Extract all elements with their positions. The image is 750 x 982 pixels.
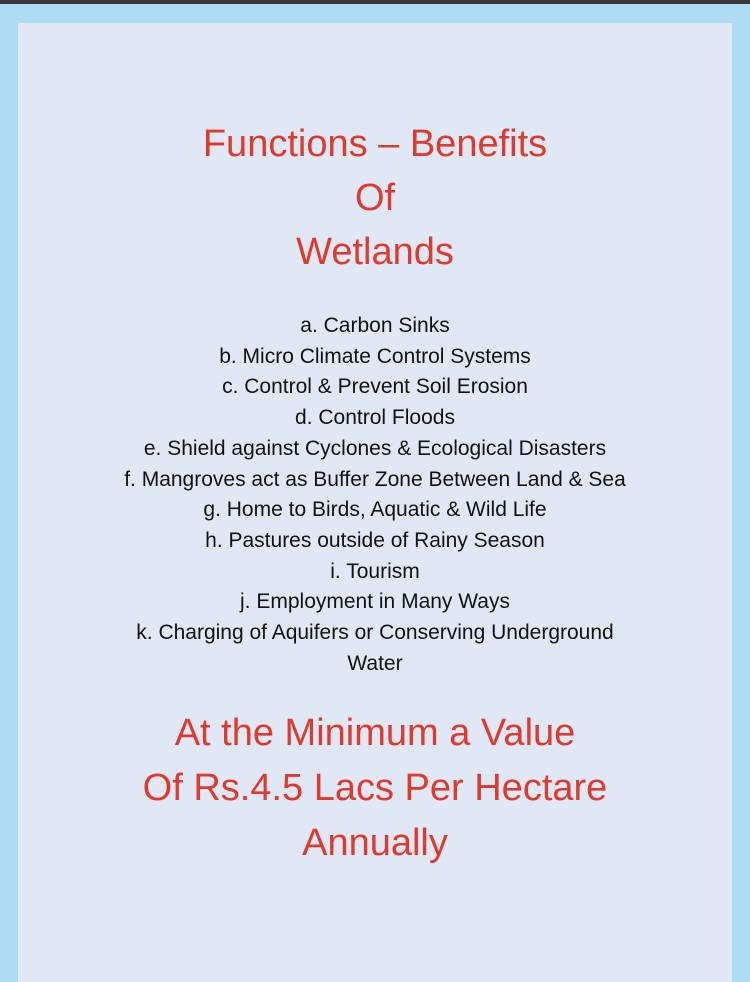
title-line-3: Wetlands [296, 231, 454, 273]
value-line-1: At the Minimum a Value [174, 712, 576, 754]
benefit-item: d. Control Floods [295, 406, 455, 430]
benefit-item: k. Charging of Aquifers or Conserving Underground [136, 621, 614, 645]
title-line-1: Functions – Benefits [202, 123, 548, 165]
benefit-item: j. Employment in Many Ways [240, 590, 510, 614]
slide-title [18, 117, 732, 279]
benefits-list [18, 311, 732, 679]
benefit-item: e. Shield against Cyclones & Ecological Disasters [143, 436, 607, 460]
benefit-item: f. Mangroves act as Buffer Zone Between Land & Sea [124, 467, 626, 491]
value-line-2: Of Rs.4.5 Lacs Per Hectare [142, 767, 608, 809]
title-line-2: Of [354, 177, 396, 219]
benefit-item-continuation: Water [347, 651, 403, 675]
benefit-item: a. Carbon Sinks [300, 314, 450, 337]
benefit-item: i. Tourism [330, 559, 420, 583]
window-top-edge [0, 0, 750, 4]
benefit-item: c. Control & Prevent Soil Erosion [222, 375, 528, 399]
benefit-item: g. Home to Birds, Aquatic & Wild Life [203, 498, 547, 522]
benefit-item: b. Micro Climate Control Systems [219, 344, 531, 368]
slide-page [18, 23, 732, 982]
value-line-3: Annually [302, 822, 448, 864]
value-statement [18, 706, 732, 871]
benefit-item: h. Pastures outside of Rainy Season [205, 528, 545, 552]
